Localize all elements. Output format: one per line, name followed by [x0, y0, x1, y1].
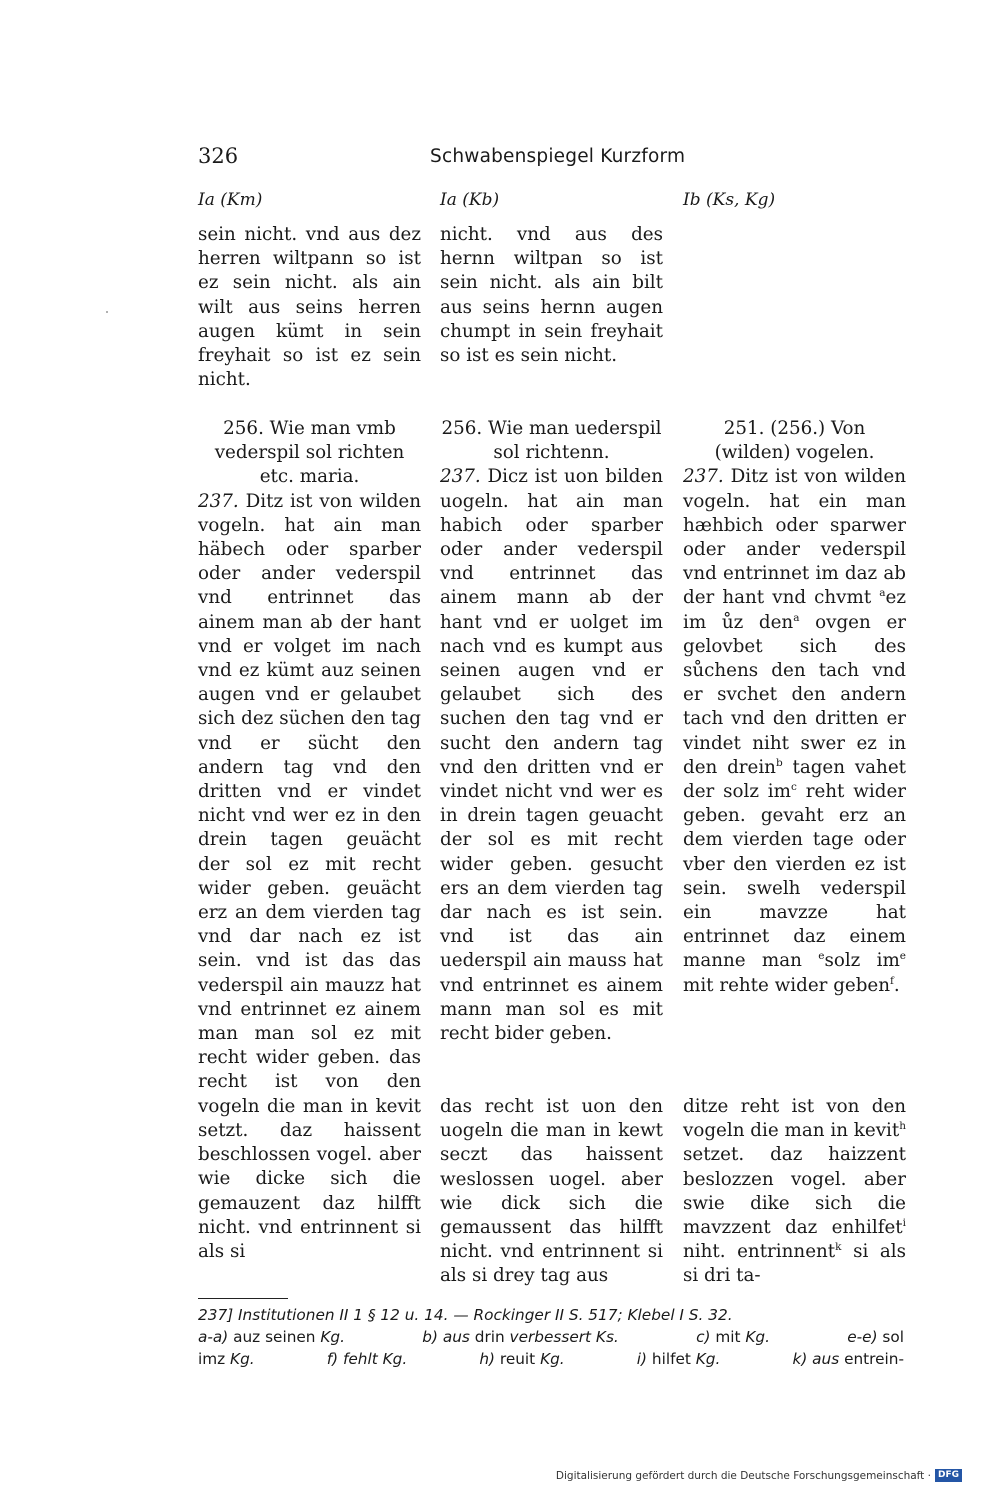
column-ks-kg-section — [683, 417, 906, 998]
section-number: 237. — [440, 466, 481, 488]
apparatus-mark: f — [890, 974, 894, 987]
column-kb-text-3: das recht ist uon den uogeln die man in kewt seczt das haissent weslossen uogel. aber wie dick sich die gemaussent das hilfft nicht. vnd entrinnent si als si drey tag aus — [440, 1096, 663, 1287]
apparatus-mark: k — [835, 1241, 842, 1254]
column-heading-km: Ia (Km) — [198, 190, 263, 210]
section-title-km: 256. Wie man vmb vederspil sol richten etc. maria. — [214, 418, 405, 488]
column-km-text-1: sein nicht. vnd aus dez herren wiltpann so ist ez sein nicht. als ain wilt aus seins herren augen kümt in sein freyhait so ist ez sein nicht. — [198, 224, 421, 391]
column-ks-kg-continuation — [683, 1095, 906, 1289]
column-kb-text-2: 237. Dicz ist uon bilden uogeln. hat ain man habich oder sparber oder ander vederspil vnd entrinnet das ainem mann ab der hant vnd er uolget im nach vnd es kumpt aus seinen augen vnd er gelaubet sich des suchen den tag vnd er sucht den andern tag vnd den dritten vnd er vindet nicht vnd wer es in drein tagen geuacht der sol es mit recht wider geben. gesucht ers an dem vierden tag dar nach es ist sein. vnd ist das ain uederspil ain mauss hat vnd entrinnet es ainem mann man sol es mit recht bider geben. — [440, 466, 663, 1045]
column-kb-section — [440, 417, 663, 1046]
footnote-e-cont: imz Kg. — [198, 1350, 255, 1368]
column-kb-continuation — [440, 1095, 663, 1289]
footnote-apparatus-line-3 — [198, 1349, 904, 1369]
dfg-logo-icon: DFG — [935, 1469, 962, 1482]
section-title-ks-kg: 251. (256.) Von (wilden) vogelen. — [714, 418, 875, 464]
column-kb-text-1: nicht. vnd aus des hernn wiltpan so ist sein nicht. als ain bilt aus seins hernn augen chumpt in sein freyhait so ist es sein nicht. — [440, 224, 663, 367]
column-ks-kg-text-2: 237. Ditz ist von wilden vogeln. hat ein man hæhbich oder sparwer oder ander vederspil vnd entrinnet im daz ab der hant vnd chvmt $^a$ez im ůz den$^a$ ovgen er gelovbet sich des sůchens den tach vnd er svchet den andern tach vnd den dritten er vindet niht swer ez in den drein$^b$ tagen vahet der solz $im^c$ reht wider geben. gevaht erz an dem vierden tage oder vber den vierden ez ist sein. swelh vederspil ein mavzze hat entrinnet daz einem manne man $^e$solz $im^e$ mit rehte wider geben$^f$. — [683, 466, 907, 996]
credit-text: Digitalisierung gefördert durch die Deutsche Forschungsgemeinschaft · — [555, 1469, 931, 1482]
column-km — [198, 223, 421, 392]
footnote-apparatus-line-2 — [198, 1327, 904, 1347]
apparatus-mark: h — [899, 1120, 906, 1133]
apparatus-mark: e — [899, 950, 907, 963]
apparatus-mark: i — [902, 1217, 906, 1230]
column-km-text-2: 237. Ditz ist von wilden vogeln. hat ain man häbech oder sparber oder ander vederspil vnd entrinnet das ainem man ab der hant vnd er volget im nach vnd ez kümt auz seinen augen vnd er gelaubet sich dez süchen den tag vnd er sücht den andern tag vnd den dritten vnd er vindet nicht vnd wer ez in den drein tagen geuächt der sol ez mit recht wider geben. geuächt erz an dem vierden tag vnd dar nach ez ist sein. vnd ist das das vederspil ain mauzz hat vnd entrinnet ez ainem man man sol ez mit recht wider geben. das recht ist von den vogeln die man in kevit setzt. daz haissent beschlossen vogel. aber wie dicke sich die gemauzent daz hilfft nicht. vnd entrinnent si als si — [198, 490, 421, 1262]
column-ks-kg-text-3: ditze reht ist von den vogeln die man in kevit$^h$ setzet. daz haizzent beslozzen vogel. aber swie dike sich die mavzzent daz enhilfet$^i$ niht. entrinnent$^k$ si als si dri ta- — [683, 1096, 907, 1287]
footnote-a: a-a) auz seinen Kg. — [198, 1328, 345, 1346]
apparatus-mark: a — [793, 611, 800, 624]
section-number: 237. — [683, 466, 724, 488]
apparatus-mark: a — [879, 587, 886, 600]
section-number: 237. — [198, 490, 239, 512]
footnote-rule — [198, 1298, 288, 1299]
running-title: Schwabenspiegel Kurzform — [430, 146, 686, 167]
footnote-h: h) reuit Kg. — [479, 1350, 565, 1368]
footnote-b: b) aus drin verbessert Ks. — [422, 1328, 619, 1346]
column-heading-ks-kg: Ib (Ks, Kg) — [683, 190, 776, 210]
scan-speck — [106, 311, 108, 313]
column-km-section — [198, 417, 421, 1264]
column-kb — [440, 223, 663, 368]
footnote-i: i) hilfet Kg. — [636, 1350, 721, 1368]
footnote-c: c) mit Kg. — [696, 1328, 770, 1346]
footnote-k: k) aus entrein- — [792, 1350, 904, 1368]
digitization-credit — [556, 1469, 962, 1482]
footnote-f: f) fehlt Kg. — [326, 1350, 408, 1368]
page-number: 326 — [198, 144, 239, 168]
apparatus-mark: b — [775, 756, 783, 769]
footnote-e: e-e) sol — [847, 1328, 904, 1346]
apparatus-mark: e — [818, 950, 825, 963]
section-title-kb: 256. Wie man uederspil sol richtenn. — [441, 418, 662, 464]
column-heading-kb: Ia (Kb) — [440, 190, 500, 210]
apparatus-mark: c — [791, 781, 797, 794]
footnote-sources: 237] Institutionen II 1 § 12 u. 14. — Rockinger II S. 517; Klebel I S. 32. — [198, 1306, 733, 1324]
